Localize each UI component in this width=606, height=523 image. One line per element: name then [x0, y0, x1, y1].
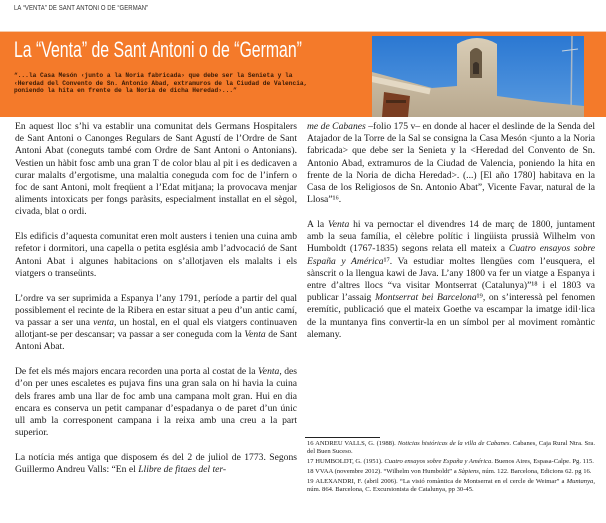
text-run: , un hostal, en el qual els viatgers continuaven allotjant-se per descansar; va passar a ser coneguda com la [15, 317, 298, 341]
bell-tower-photo [372, 36, 584, 117]
text-run: La notícia més antiga que disposem és del 2 de juliol de 1773. Segons Guillermo Andreu Valls: “En el [15, 452, 297, 476]
text-run: ¹⁷. Va estudiar moltes llengües com l’eusquera, el sànscrit o la llengua kawi de Java. L’any 1800 va fer un viatge a Espanya i entre d’altres llocs “va visitar Montserrat (Catalunya)”¹⁸ i el 1803 va publicar l’assaig [307, 255, 595, 304]
text-run: De fet els més majors encara recorden una porta al costat de la [15, 366, 259, 378]
italic-text: Cuatro ensayos sobre España y América [307, 243, 595, 267]
running-header: LA “VENTA” DE SANT ANTONI O DE “GERMAN” [14, 5, 149, 12]
italic-text: Venta [327, 219, 350, 231]
text-run: 16 ANDREU VALLS, G. (1988). [307, 440, 398, 447]
italic-text: Noticias históricas de la villa de Cabanes [397, 440, 510, 447]
italic-text: Montserrat bei Barcelona [374, 292, 477, 304]
footnote [307, 440, 595, 456]
footnotes [307, 440, 595, 496]
text-run: Els edificis d’aquesta comunitat eren molt austers i tenien una cuina amb refetor i dormitori, una capella o petita església amb l’advocació de Sant Antoni Abat i algunes habitacions on s’allotjaven els malalts i els viatgers o transeünts. [15, 231, 297, 279]
paragraph [15, 452, 297, 476]
page-title: La “Venta” de Sant Antoni o de “German” [14, 37, 302, 62]
footnote-rule [305, 437, 380, 438]
footnote [307, 458, 595, 466]
left-column [15, 121, 297, 489]
italic-text: me de Cabanes [307, 121, 366, 132]
italic-text: Llibre de fitaes del ter- [138, 464, 227, 476]
epigraph-quote: “...la Casa Mesón ‹junto a la Noria fabricada› que debe ser la Senieta y la ‹Heredad del Convento de Sn. Antonio Abad, extramuros de la Ciudad de Valencia, poniendo la hita en frente de la Noria de dicha Heredad›...” [14, 72, 308, 95]
italic-text: Cuatro ensayos sobre España y América [384, 458, 492, 465]
text-run: –folio 175 v– en donde al hacer el deslinde de la Senda del Atajador de la Torre de la Sal se consigna la Casa Mesón <junto a la Noria fabricada> que debe ser la Senieta y la <Heredad del Convento de Sn. Antonio Abad, extramuros de la Ciudad de Valencia, poniendo la hita en frente de la Noria de dicha Heredad>. (...) [El año 1780] habitava en la Casa de los Religiosos de Sn. Antonio Abat”, Vicente Favar, natural de la Llosa”¹⁶. [307, 121, 595, 206]
text-run: , núm. 122. Barcelona, Edicions 62. pg 16. [478, 467, 592, 475]
text-run: . Cabanes, Caja Rural Ntra. Sra. del Buen Suceso. [307, 440, 595, 456]
text-run: 19 ALEXANDRI, F. (abril 2006). “La visió romàntica de Montserrat en el cercle de Weimar” a [307, 477, 567, 485]
italic-text: Venta [244, 329, 266, 341]
text-run: 17 HUMBOLDT, G. (1951). [307, 458, 385, 465]
text-run: de Sant Antoni Abat. [15, 329, 297, 353]
text-run: En aquest lloc s’hi va establir una comunitat dels Germans Hospitalers de Sant Antoni o Canonges Regulars de Sant Agustí de l’Ordre de Sant Antoni Abat (coneguts també com Ordre de Sant Antoni o Antonians). Vestien un hàbit fosc amb una gran T de color blau al pit i es dedicaven a curar malalts d’ergotisme, una malaltia coneguda com foc de l’infern o foc de sant Antoni, molt freqüent a l’Edat mitjana; la provocava menjar aliments intoxicats per fongs paràsits, especialment installat en el sègol, civada, blat o ordi. [15, 121, 297, 218]
text-run: , des d’on per unes escaletes es pujava fins una gran sala on hi havia la cuina dels frares amb una llar de foc amb una campana molt gran. Hui en dia encara es conserva un petit campanar d’espadanya o de paret d’un únic ull amb la corresponent campana i la reixa amb una creu a la part superior. [15, 366, 297, 439]
text-run: hi va pernoctar el divendres 14 de març de 1800, juntament amb la seua família, el cèlebre polític i lingüista prussià Wilhelm von Humboldt (1767-1835) segons relata ell mateix a [307, 219, 595, 255]
paragraph [307, 219, 595, 341]
paragraph [15, 121, 297, 219]
footnote [307, 478, 595, 494]
paragraph [15, 366, 297, 439]
paragraph [15, 231, 297, 280]
italic-text: venta [93, 317, 114, 329]
italic-text: Muntanya [566, 477, 594, 485]
paragraph [307, 121, 595, 206]
text-run: 18 VVAA (novembre 2012). “Wilhelm von Humboldt” a [307, 467, 459, 475]
italic-text: Sàpiens [458, 467, 479, 475]
paragraph [15, 293, 297, 354]
text-run: . Buenos Aires, Espasa-Calpe. Pg. 115. [491, 458, 594, 465]
right-column [307, 121, 595, 354]
italic-text: Venta [258, 366, 280, 378]
text-run: A la [307, 219, 328, 231]
text-run: , núm. 864. Barcelona, C. Excursionista de Catalunya, pp 30-45. [307, 477, 595, 493]
footnote [307, 468, 595, 476]
text-run: L’ordre va ser suprimida a Espanya l’any 1791, període a partir del qual possiblement el recinte de la Ribera en estar situat a peu d’un antic camí, va passar a ser una [15, 292, 297, 329]
text-run: ¹⁹, on s’interessà pel fenomen eremític, publicació que el mateix Goethe va escampar la imatge idil·lica de la muntanya fins convertir-la en un símbol per al moviment romàntic alemany. [307, 292, 595, 340]
